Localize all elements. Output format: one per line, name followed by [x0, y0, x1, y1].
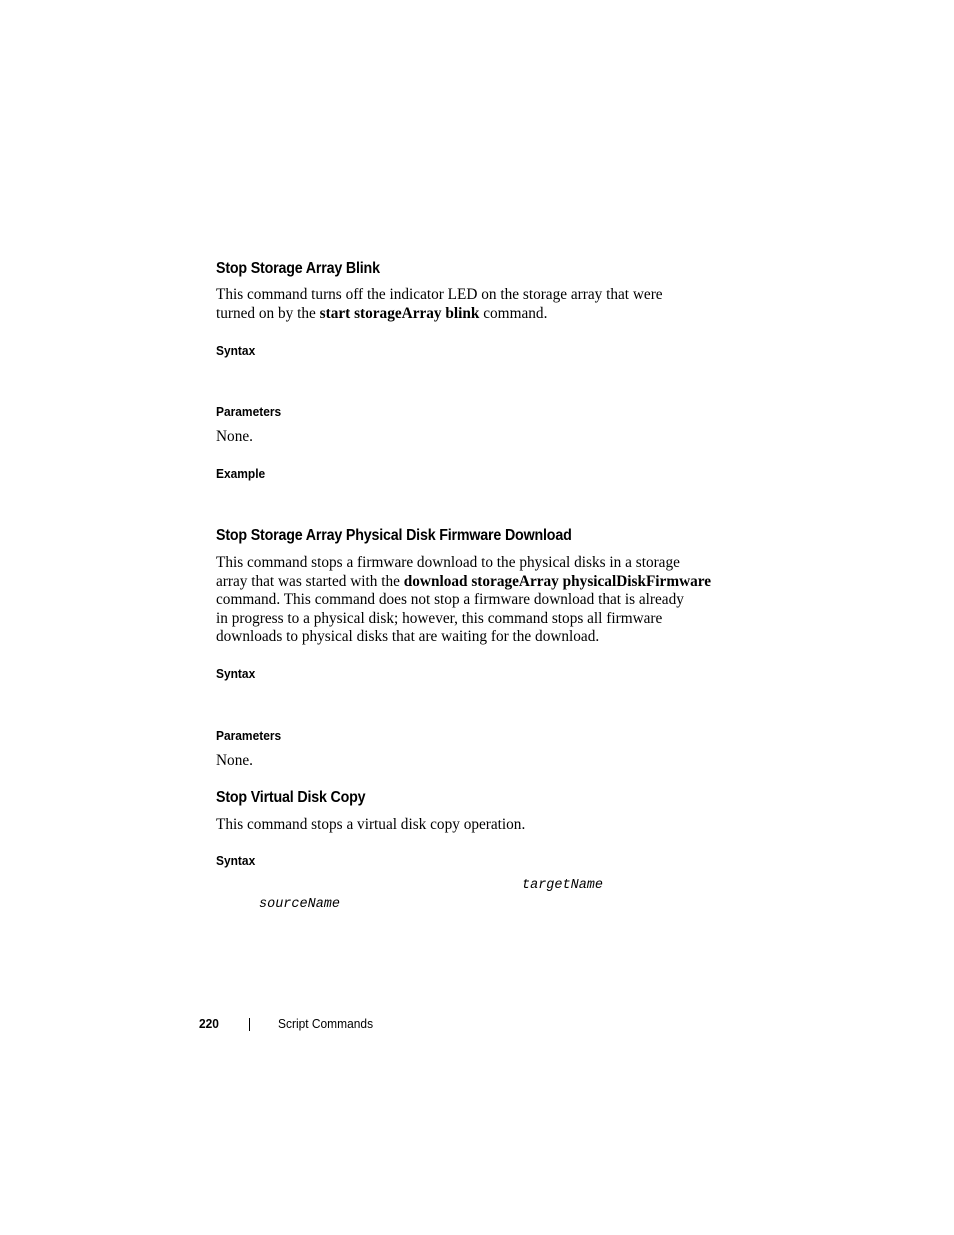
syntax-param-target-name: targetName	[522, 878, 604, 893]
syntax-heading: Syntax	[216, 343, 256, 358]
syntax-param-source-name: sourceName	[259, 897, 341, 912]
command-name: start storageArray blink	[319, 304, 480, 322]
section-title-stop-storage-array-blink: Stop Storage Array Blink	[216, 260, 380, 277]
page-number: 220	[199, 1016, 219, 1031]
section-description	[216, 554, 711, 647]
desc-line: This command stops a firmware download to the physical disks in a storage	[216, 554, 680, 571]
desc-line: command. This command does not stop a firmware download that is already	[216, 591, 684, 609]
desc-line: This command turns off the indicator LED on the storage array that were	[216, 286, 663, 303]
parameters-text: None.	[216, 428, 253, 445]
section-description	[216, 286, 663, 323]
chapter-title: Script Commands	[278, 1016, 374, 1031]
desc-line: in progress to a physical disk; however, this command stops all firmware	[216, 609, 663, 627]
desc-line: turned on by the start storageArray blink command.	[216, 304, 548, 322]
footer-separator	[249, 1018, 250, 1031]
section-description	[216, 816, 525, 835]
syntax-heading: Syntax	[216, 853, 256, 868]
parameters-heading: Parameters	[216, 728, 282, 743]
example-heading: Example	[216, 466, 266, 481]
desc-line: array that was started with the download storageArray physicalDiskFirmware	[216, 572, 712, 590]
section-title-stop-physical-disk-firmware-download: Stop Storage Array Physical Disk Firmware Download	[216, 527, 572, 544]
desc-line: downloads to physical disks that are waiting for the download.	[216, 628, 600, 646]
parameters-heading: Parameters	[216, 404, 282, 419]
section-title-stop-virtual-disk-copy: Stop Virtual Disk Copy	[216, 789, 366, 806]
command-name: download storageArray physicalDiskFirmware	[403, 572, 712, 590]
syntax-heading: Syntax	[216, 666, 256, 681]
desc-line: This command stops a virtual disk copy operation.	[216, 816, 526, 833]
parameters-text: None.	[216, 752, 253, 769]
